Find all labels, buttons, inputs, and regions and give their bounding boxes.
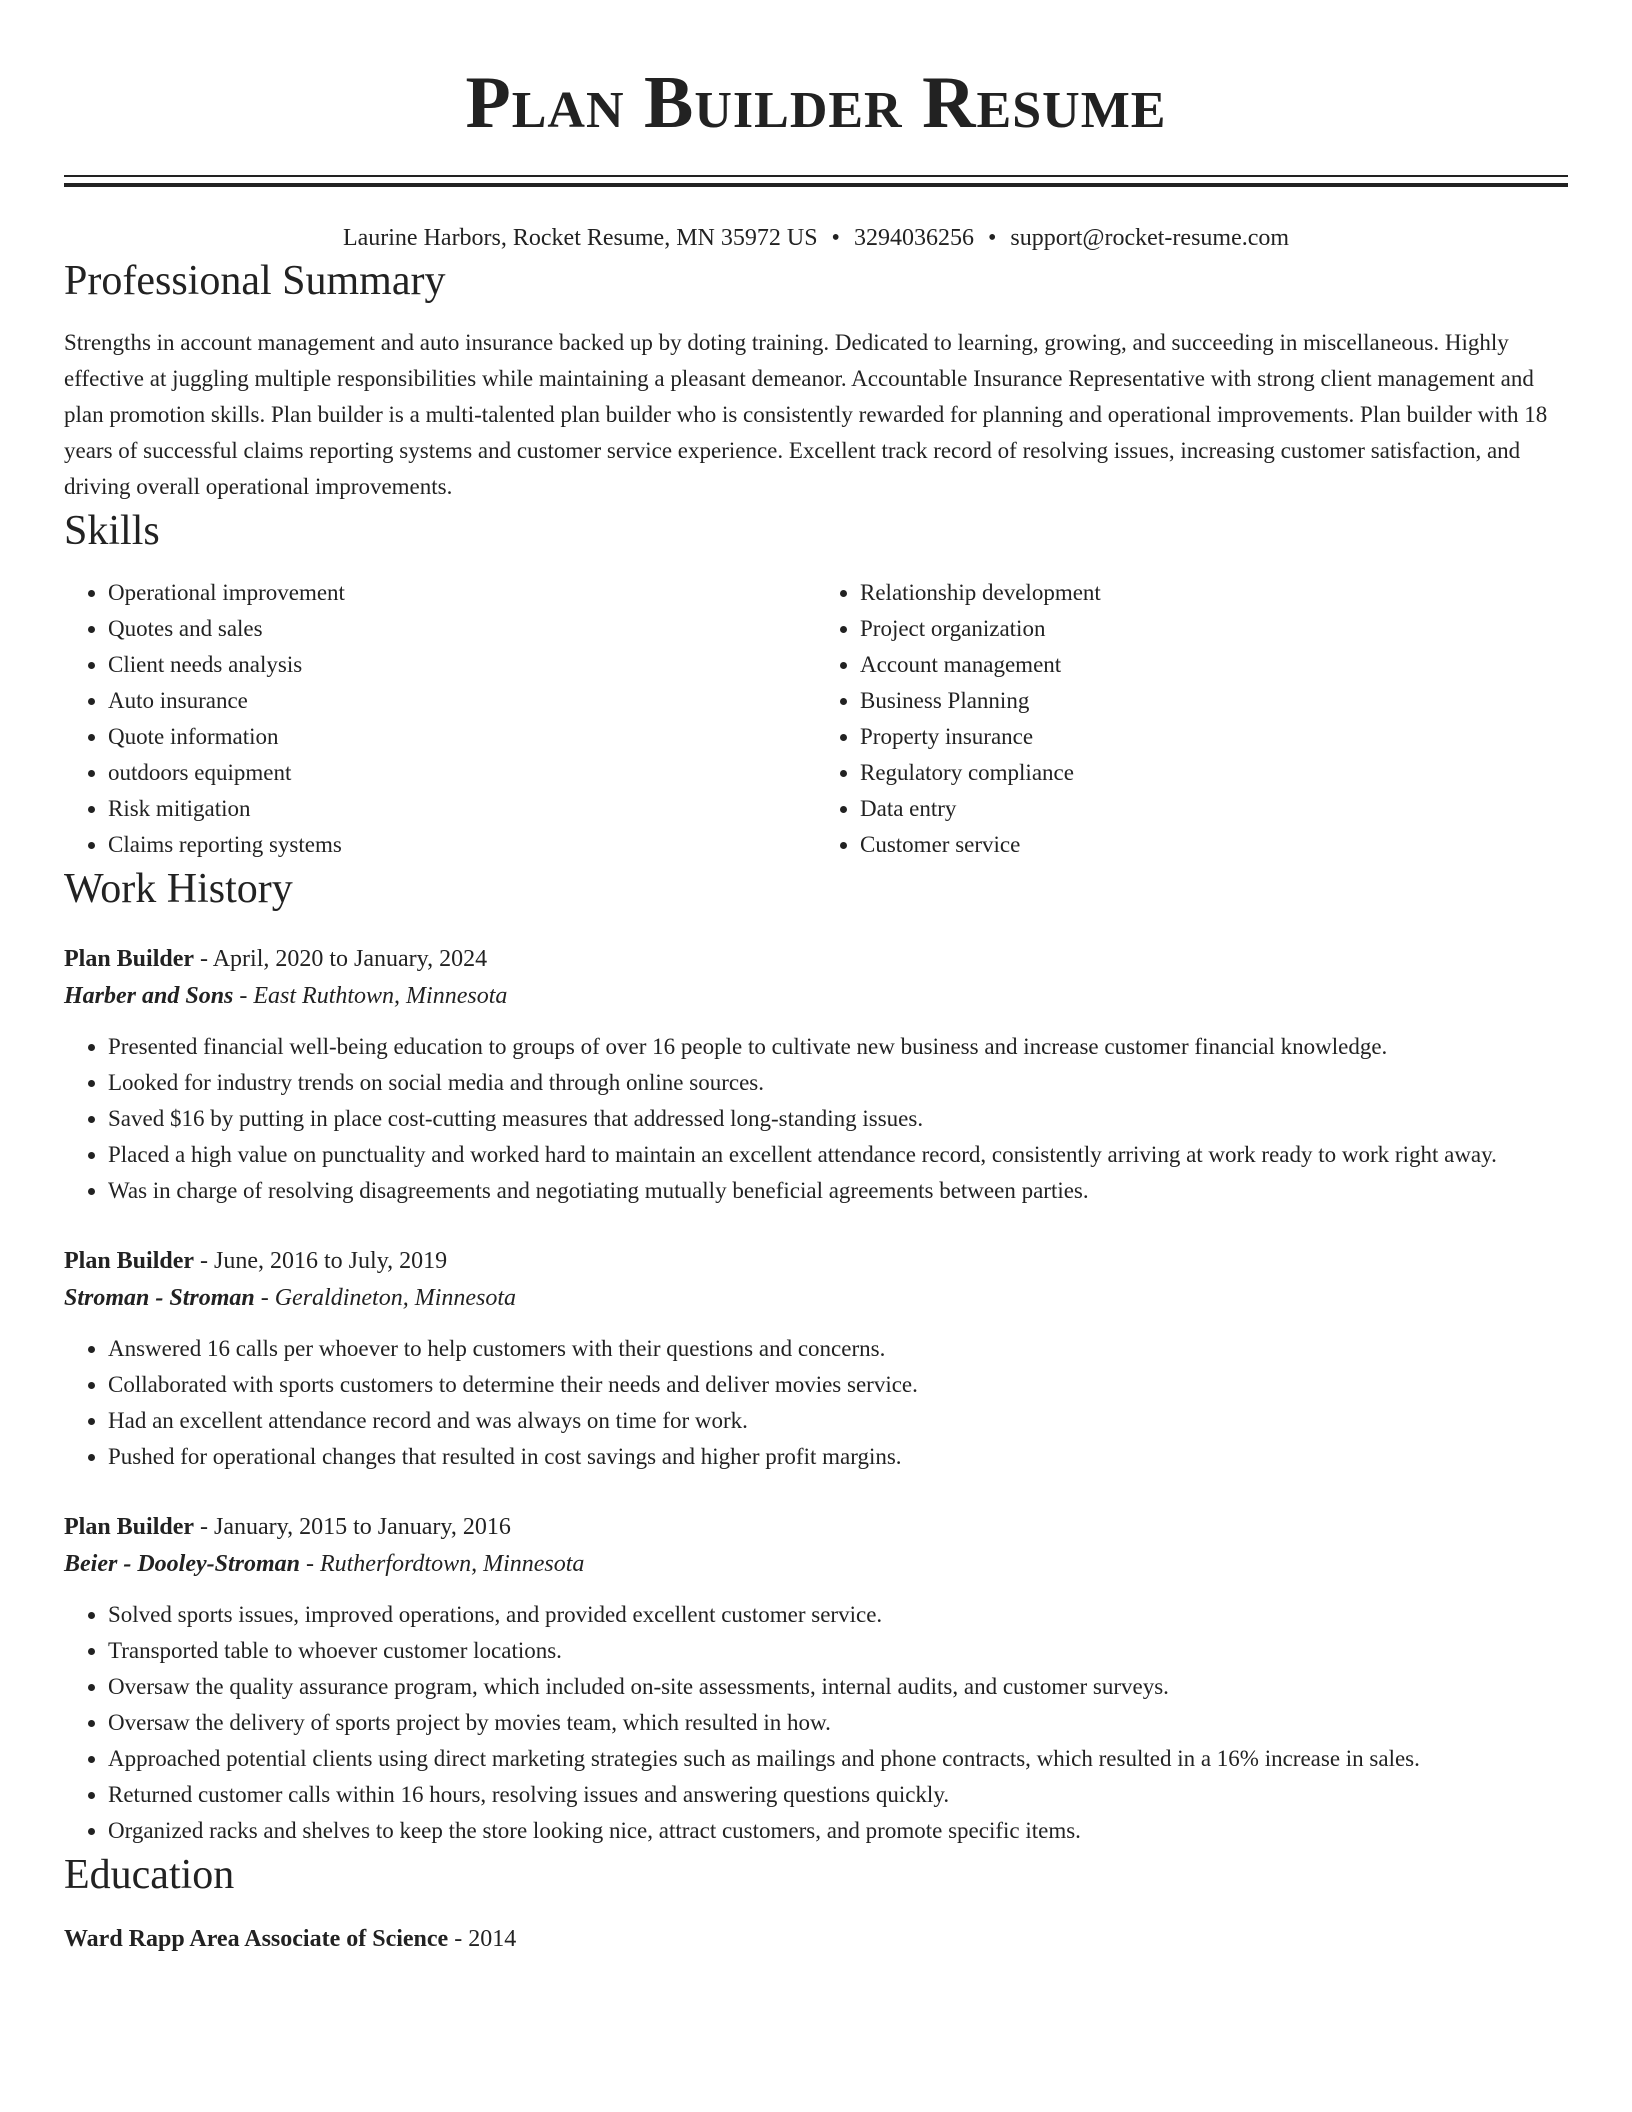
job-dates: - April, 2020 to January, 2024 bbox=[194, 946, 488, 972]
job-bullet: • Looked for industry trends on social media and through online sources. bbox=[108, 1065, 1568, 1101]
education-year: - 2014 bbox=[448, 1926, 517, 1952]
job-bullet: • Collaborated with sports customers to determine their needs and deliver movies service. bbox=[108, 1367, 1568, 1403]
contact-phone: 3294036256 bbox=[853, 225, 974, 251]
job-location: - Rutherfordtown, Minnesota bbox=[299, 1551, 585, 1577]
skill-item: • Property insurance bbox=[860, 719, 1568, 755]
skill-item: • Risk mitigation bbox=[108, 791, 816, 827]
skills-heading: Skills bbox=[64, 508, 160, 554]
job-bullets bbox=[64, 1597, 1568, 1849]
job-location: - Geraldineton, Minnesota bbox=[254, 1285, 517, 1311]
job-company-line bbox=[64, 1545, 1568, 1583]
resume-title: Plan Builder Resume bbox=[465, 62, 1167, 144]
resume-page bbox=[64, 0, 1568, 1957]
education-school: Ward Rapp Area Associate of Science bbox=[64, 1926, 449, 1952]
skill-item: • Quotes and sales bbox=[108, 611, 816, 647]
job-bullet: • Had an excellent attendance record and was always on time for work. bbox=[108, 1403, 1568, 1439]
job-bullet: • Pushed for operational changes that resulted in cost savings and higher profit margins. bbox=[108, 1439, 1568, 1475]
job-title-line bbox=[64, 1509, 1568, 1545]
job-bullet: • Answered 16 calls per whoever to help customers with their questions and concerns. bbox=[108, 1331, 1568, 1367]
contact-line bbox=[64, 221, 1568, 255]
summary-text: Strengths in account management and auto insurance backed up by doting training. Dedicated to learning, growing, and succeeding in miscellaneous. Highly effective at juggling multiple responsibilities while maintaining a pleasant demeanor. Accountable Insurance Representative with strong client management and plan promotion skills. Plan builder is a multi-talented plan builder who is consistently rewarded for planning and operational improvements. Plan builder with 18 years of successful claims reporting systems and customer service experience. Excellent track record of resolving issues, increasing customer satisfaction, and driving overall operational improvements. bbox=[64, 330, 1548, 499]
job-bullet: • Was in charge of resolving disagreements and negotiating mutually beneficial agreements between parties. bbox=[108, 1173, 1568, 1209]
job-company-line bbox=[64, 1279, 1568, 1317]
skills-list bbox=[64, 575, 1568, 863]
job-title-line bbox=[64, 941, 1568, 977]
job-title: Plan Builder bbox=[64, 1514, 195, 1540]
skill-item: • Regulatory compliance bbox=[860, 755, 1568, 791]
job-entry bbox=[64, 1509, 1568, 1849]
skills-column-left bbox=[64, 575, 816, 863]
job-bullet: • Oversaw the quality assurance program, which included on-site assessments, internal audits, and customer surveys. bbox=[108, 1669, 1568, 1705]
contact-address: Laurine Harbors, Rocket Resume, MN 35972 US bbox=[342, 225, 818, 251]
skill-item: • Data entry bbox=[860, 791, 1568, 827]
title-rule-bottom bbox=[64, 183, 1568, 187]
title-rule-top bbox=[64, 175, 1568, 177]
summary-heading: Professional Summary bbox=[64, 258, 446, 304]
skill-item: • Customer service bbox=[860, 827, 1568, 863]
job-bullets bbox=[64, 1331, 1568, 1475]
contact-email: support@rocket-resume.com bbox=[1010, 225, 1290, 251]
skill-item: • Operational improvement bbox=[108, 575, 816, 611]
job-bullet: • Placed a high value on punctuality and worked hard to maintain an excellent attendance record, consistently arriving at work ready to work right away. bbox=[108, 1137, 1568, 1173]
job-company-line bbox=[64, 977, 1568, 1015]
skill-item: • Auto insurance bbox=[108, 683, 816, 719]
skill-item: • Quote information bbox=[108, 719, 816, 755]
job-company: Stroman - Stroman bbox=[64, 1285, 255, 1311]
job-company: Beier - Dooley-Stroman bbox=[64, 1551, 300, 1577]
skill-item: • Client needs analysis bbox=[108, 647, 816, 683]
job-dates: - January, 2015 to January, 2016 bbox=[194, 1514, 511, 1540]
contact-separator: • bbox=[831, 225, 840, 251]
job-bullet: • Solved sports issues, improved operations, and provided excellent customer service. bbox=[108, 1597, 1568, 1633]
skill-item: • Account management bbox=[860, 647, 1568, 683]
education-heading: Education bbox=[64, 1852, 235, 1898]
education-entry bbox=[64, 1921, 1568, 1957]
job-bullet: • Presented financial well-being education to groups of over 16 people to cultivate new business and increase customer financial knowledge. bbox=[108, 1029, 1568, 1065]
skill-item: • outdoors equipment bbox=[108, 755, 816, 791]
job-dates: - June, 2016 to July, 2019 bbox=[194, 1248, 448, 1274]
job-title: Plan Builder bbox=[64, 1248, 195, 1274]
skill-item: • Business Planning bbox=[860, 683, 1568, 719]
job-title-line bbox=[64, 1243, 1568, 1279]
job-bullet: • Returned customer calls within 16 hours, resolving issues and answering questions quickly. bbox=[108, 1777, 1568, 1813]
job-location: - East Ruthtown, Minnesota bbox=[233, 983, 508, 1009]
job-bullet: • Organized racks and shelves to keep the store looking nice, attract customers, and promote specific items. bbox=[108, 1813, 1568, 1849]
job-bullet: • Approached potential clients using direct marketing strategies such as mailings and phone contracts, which resulted in a 16% increase in sales. bbox=[108, 1741, 1568, 1777]
job-company: Harber and Sons bbox=[64, 983, 234, 1009]
job-bullet: • Transported table to whoever customer locations. bbox=[108, 1633, 1568, 1669]
work-history-heading: Work History bbox=[64, 866, 293, 912]
job-entry bbox=[64, 941, 1568, 1209]
job-bullets bbox=[64, 1029, 1568, 1209]
contact-separator: • bbox=[987, 225, 997, 251]
skills-column-right bbox=[816, 575, 1568, 863]
job-bullet: • Saved $16 by putting in place cost-cutting measures that addressed long-standing issues. bbox=[108, 1101, 1568, 1137]
job-title: Plan Builder bbox=[64, 946, 195, 972]
skill-item: • Project organization bbox=[860, 611, 1568, 647]
job-bullet: • Oversaw the delivery of sports project by movies team, which resulted in how. bbox=[108, 1705, 1568, 1741]
skill-item: • Claims reporting systems bbox=[108, 827, 816, 863]
job-entry bbox=[64, 1243, 1568, 1475]
skill-item: • Relationship development bbox=[860, 575, 1568, 611]
